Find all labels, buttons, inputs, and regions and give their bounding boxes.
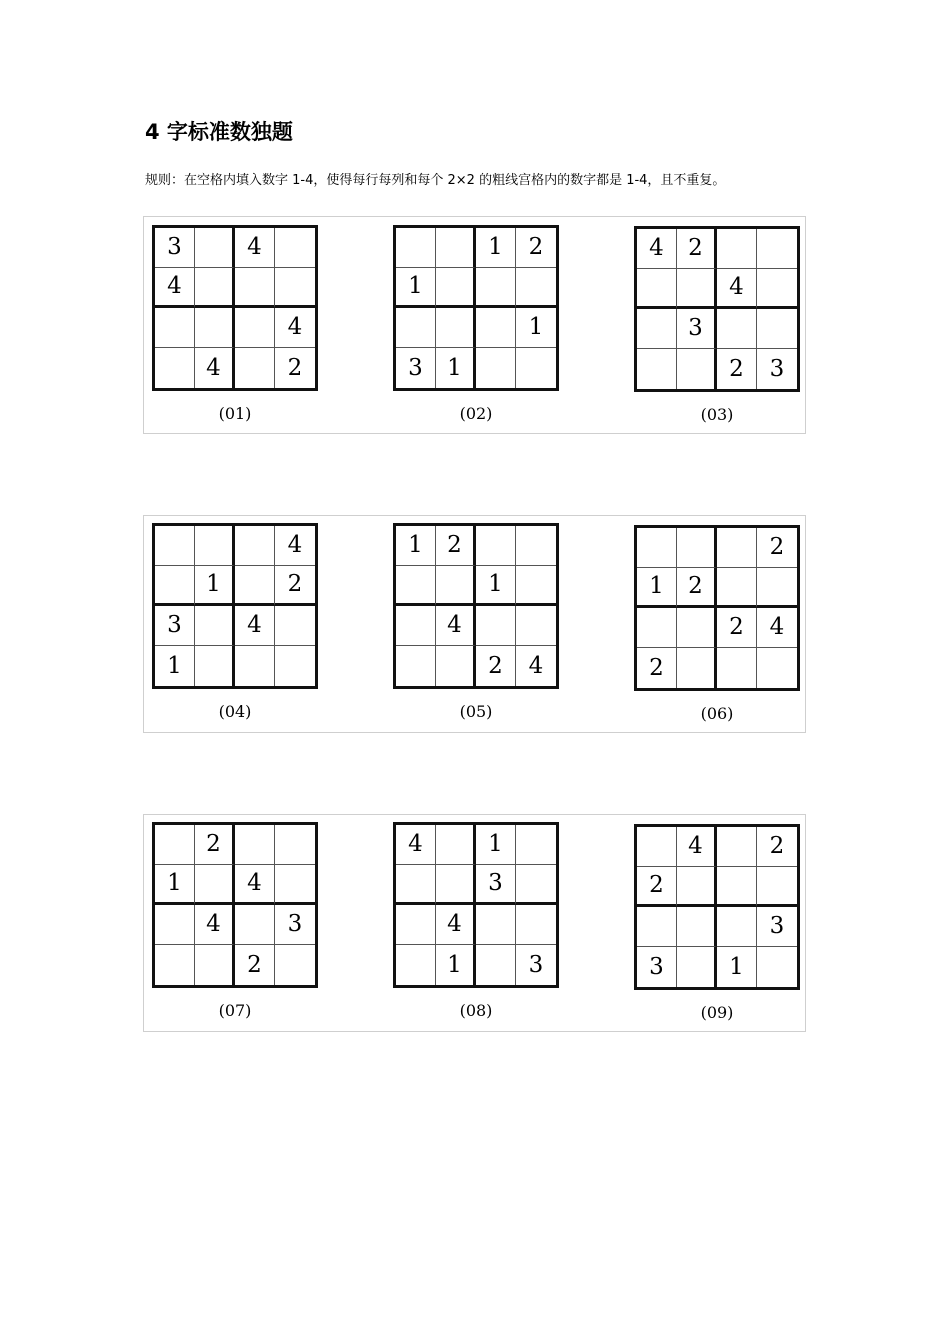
puzzle-row-3: [143, 814, 806, 1032]
sudoku-cell: [396, 865, 436, 905]
sudoku-grid: [152, 225, 318, 391]
sudoku-cell: 1: [476, 228, 516, 268]
sudoku-cell: 1: [396, 268, 436, 308]
puzzle-label: (08): [459, 1001, 493, 1020]
sudoku-cell: [757, 867, 797, 907]
sudoku-cell: [677, 608, 717, 648]
sudoku-cell: 3: [757, 907, 797, 947]
puzzle-row-1: [143, 216, 806, 434]
sudoku-cell: [235, 268, 275, 308]
sudoku-cell: [677, 947, 717, 987]
sudoku-cell: [396, 646, 436, 686]
sudoku-cell: [396, 905, 436, 945]
sudoku-cell: [717, 907, 757, 947]
sudoku-cell: 2: [516, 228, 556, 268]
sudoku-cell: [275, 825, 315, 865]
sudoku-cell: 2: [717, 349, 757, 389]
sudoku-cell: [677, 648, 717, 688]
sudoku-cell: 3: [528, 951, 544, 978]
sudoku-cell: 2: [677, 568, 717, 608]
sudoku-cell: [516, 268, 556, 308]
sudoku-cell: [155, 825, 195, 865]
sudoku-cell: [717, 229, 757, 269]
sudoku-cell: [516, 348, 556, 388]
sudoku-cell: [155, 945, 195, 985]
sudoku-cell: 2: [637, 867, 677, 907]
puzzle-label: (05): [459, 702, 493, 721]
sudoku-grid: [393, 225, 559, 391]
sudoku-cell: [195, 268, 235, 308]
sudoku-cell: 2: [757, 528, 797, 568]
sudoku-cell: [476, 606, 516, 646]
puzzle-label: (07): [218, 1001, 252, 1020]
sudoku-cell: [155, 566, 195, 606]
sudoku-cell: 1: [436, 348, 476, 388]
sudoku-cell: [677, 867, 717, 907]
puzzle-09: [634, 824, 800, 1022]
sudoku-cell: 4: [275, 308, 315, 348]
sudoku-cell: 1: [436, 945, 476, 985]
sudoku-grid: [152, 822, 318, 988]
sudoku-cell: 1: [476, 566, 516, 606]
sudoku-cell: [717, 648, 757, 688]
sudoku-cell: 1: [396, 526, 436, 566]
sudoku-cell: 3: [275, 905, 315, 945]
sudoku-cell: [275, 268, 315, 308]
sudoku-cell: [637, 269, 677, 309]
sudoku-cell: 4: [717, 269, 757, 309]
sudoku-grid: [634, 824, 800, 990]
sudoku-cell: [195, 526, 235, 566]
puzzle-label: (03): [700, 405, 734, 424]
sudoku-cell: 4: [155, 268, 195, 308]
sudoku-cell: 4: [396, 825, 436, 865]
puzzle-06: [634, 525, 800, 723]
sudoku-cell: [396, 308, 436, 348]
sudoku-cell: [677, 528, 717, 568]
sudoku-grid: [393, 523, 559, 689]
sudoku-cell: 3: [677, 309, 717, 349]
sudoku-cell: [436, 566, 476, 606]
sudoku-cell: 1: [637, 568, 677, 608]
sudoku-cell: [396, 945, 436, 985]
sudoku-cell: [195, 945, 235, 985]
sudoku-cell: [516, 865, 556, 905]
sudoku-cell: [717, 568, 757, 608]
sudoku-cell: [637, 309, 677, 349]
sudoku-cell: 2: [235, 945, 275, 985]
sudoku-cell: [396, 228, 436, 268]
sudoku-cell: [637, 827, 677, 867]
sudoku-cell: [275, 646, 315, 686]
sudoku-cell: 4: [528, 652, 544, 679]
sudoku-cell: [476, 945, 516, 985]
sudoku-cell: 4: [677, 827, 717, 867]
sudoku-cell: [436, 268, 476, 308]
sudoku-cell: [155, 308, 195, 348]
sudoku-cell: 4: [195, 905, 235, 945]
sudoku-cell: [637, 608, 677, 648]
sudoku-cell: 1: [717, 947, 757, 987]
sudoku-cell: [717, 309, 757, 349]
sudoku-cell: 3: [637, 947, 677, 987]
sudoku-cell: 4: [235, 228, 275, 268]
sudoku-cell: [436, 865, 476, 905]
puzzle-label: (01): [218, 404, 252, 423]
puzzle-02: [393, 225, 559, 423]
sudoku-cell: [235, 905, 275, 945]
sudoku-cell: 2: [637, 648, 677, 688]
rules-text: 规则：在空格内填入数字 1-4，使得每行每列和每个 2×2 的粗线宫格内的数字都是 1-4，且不重复。: [145, 173, 726, 188]
sudoku-cell: 3: [396, 348, 436, 388]
puzzle-row-2: [143, 515, 806, 733]
sudoku-cell: [235, 348, 275, 388]
sudoku-cell: [436, 646, 476, 686]
sudoku-cell: [195, 228, 235, 268]
sudoku-cell: [757, 568, 797, 608]
sudoku-cell: 1: [476, 825, 516, 865]
sudoku-cell: 3: [769, 355, 785, 382]
sudoku-cell: [235, 526, 275, 566]
sudoku-cell: 2: [436, 526, 476, 566]
sudoku-cell: [235, 825, 275, 865]
sudoku-cell: [396, 606, 436, 646]
sudoku-cell: [516, 825, 556, 865]
sudoku-cell: 4: [275, 526, 315, 566]
sudoku-cell: 2: [677, 229, 717, 269]
sudoku-cell: 4: [757, 608, 797, 648]
sudoku-cell: 1: [195, 566, 235, 606]
sudoku-cell: 2: [717, 608, 757, 648]
sudoku-cell: [757, 648, 797, 688]
sudoku-cell: [717, 528, 757, 568]
sudoku-cell: [155, 526, 195, 566]
puzzle-label: (06): [700, 704, 734, 723]
sudoku-cell: 1: [155, 865, 195, 905]
sudoku-cell: [757, 269, 797, 309]
sudoku-cell: [476, 308, 516, 348]
sudoku-cell: 4: [235, 606, 275, 646]
sudoku-cell: 3: [155, 228, 195, 268]
sudoku-cell: [516, 606, 556, 646]
sudoku-cell: [275, 865, 315, 905]
sudoku-cell: [235, 566, 275, 606]
puzzle-label: (04): [218, 702, 252, 721]
sudoku-cell: [275, 945, 315, 985]
sudoku-cell: [476, 348, 516, 388]
sudoku-cell: [436, 308, 476, 348]
sudoku-cell: [637, 907, 677, 947]
sudoku-cell: [275, 606, 315, 646]
puzzle-07: [152, 822, 318, 1020]
sudoku-grid: [152, 523, 318, 689]
sudoku-cell: [195, 606, 235, 646]
sudoku-cell: 2: [195, 825, 235, 865]
sudoku-cell: [476, 526, 516, 566]
puzzle-label: (02): [459, 404, 493, 423]
sudoku-cell: [677, 907, 717, 947]
sudoku-cell: [516, 905, 556, 945]
sudoku-cell: 4: [436, 905, 476, 945]
sudoku-grid: [393, 822, 559, 988]
sudoku-cell: 2: [757, 827, 797, 867]
sudoku-cell: [235, 308, 275, 348]
sudoku-cell: 3: [155, 606, 195, 646]
sudoku-cell: [476, 905, 516, 945]
sudoku-cell: [677, 349, 717, 389]
sudoku-cell: 2: [275, 566, 315, 606]
sudoku-cell: [396, 566, 436, 606]
sudoku-cell: 4: [637, 229, 677, 269]
puzzle-01: [152, 225, 318, 423]
sudoku-cell: 4: [195, 348, 235, 388]
sudoku-cell: [717, 867, 757, 907]
sudoku-cell: [757, 229, 797, 269]
sudoku-cell: [275, 228, 315, 268]
puzzle-05: [393, 523, 559, 721]
sudoku-cell: [195, 646, 235, 686]
sudoku-cell: [155, 905, 195, 945]
sudoku-cell: 2: [287, 354, 303, 381]
sudoku-cell: [637, 528, 677, 568]
sudoku-cell: [235, 646, 275, 686]
page-title: 4 字标准数独题: [145, 120, 293, 144]
sudoku-cell: [757, 309, 797, 349]
sudoku-cell: 2: [476, 646, 516, 686]
sudoku-grid: [634, 226, 800, 392]
sudoku-cell: [436, 825, 476, 865]
sudoku-cell: 1: [516, 308, 556, 348]
sudoku-cell: [195, 308, 235, 348]
sudoku-grid: [634, 525, 800, 691]
puzzle-label: (09): [700, 1003, 734, 1022]
sudoku-cell: [516, 526, 556, 566]
sudoku-cell: [717, 827, 757, 867]
puzzle-03: [634, 226, 800, 424]
sudoku-cell: [155, 348, 195, 388]
sudoku-cell: [195, 865, 235, 905]
sudoku-cell: [757, 947, 797, 987]
sudoku-cell: [677, 269, 717, 309]
sudoku-cell: [436, 228, 476, 268]
sudoku-cell: 4: [235, 865, 275, 905]
sudoku-cell: [637, 349, 677, 389]
sudoku-cell: [516, 566, 556, 606]
sudoku-cell: 3: [476, 865, 516, 905]
sudoku-cell: 4: [436, 606, 476, 646]
puzzle-04: [152, 523, 318, 721]
sudoku-cell: 1: [155, 646, 195, 686]
puzzle-08: [393, 822, 559, 1020]
sudoku-cell: [476, 268, 516, 308]
